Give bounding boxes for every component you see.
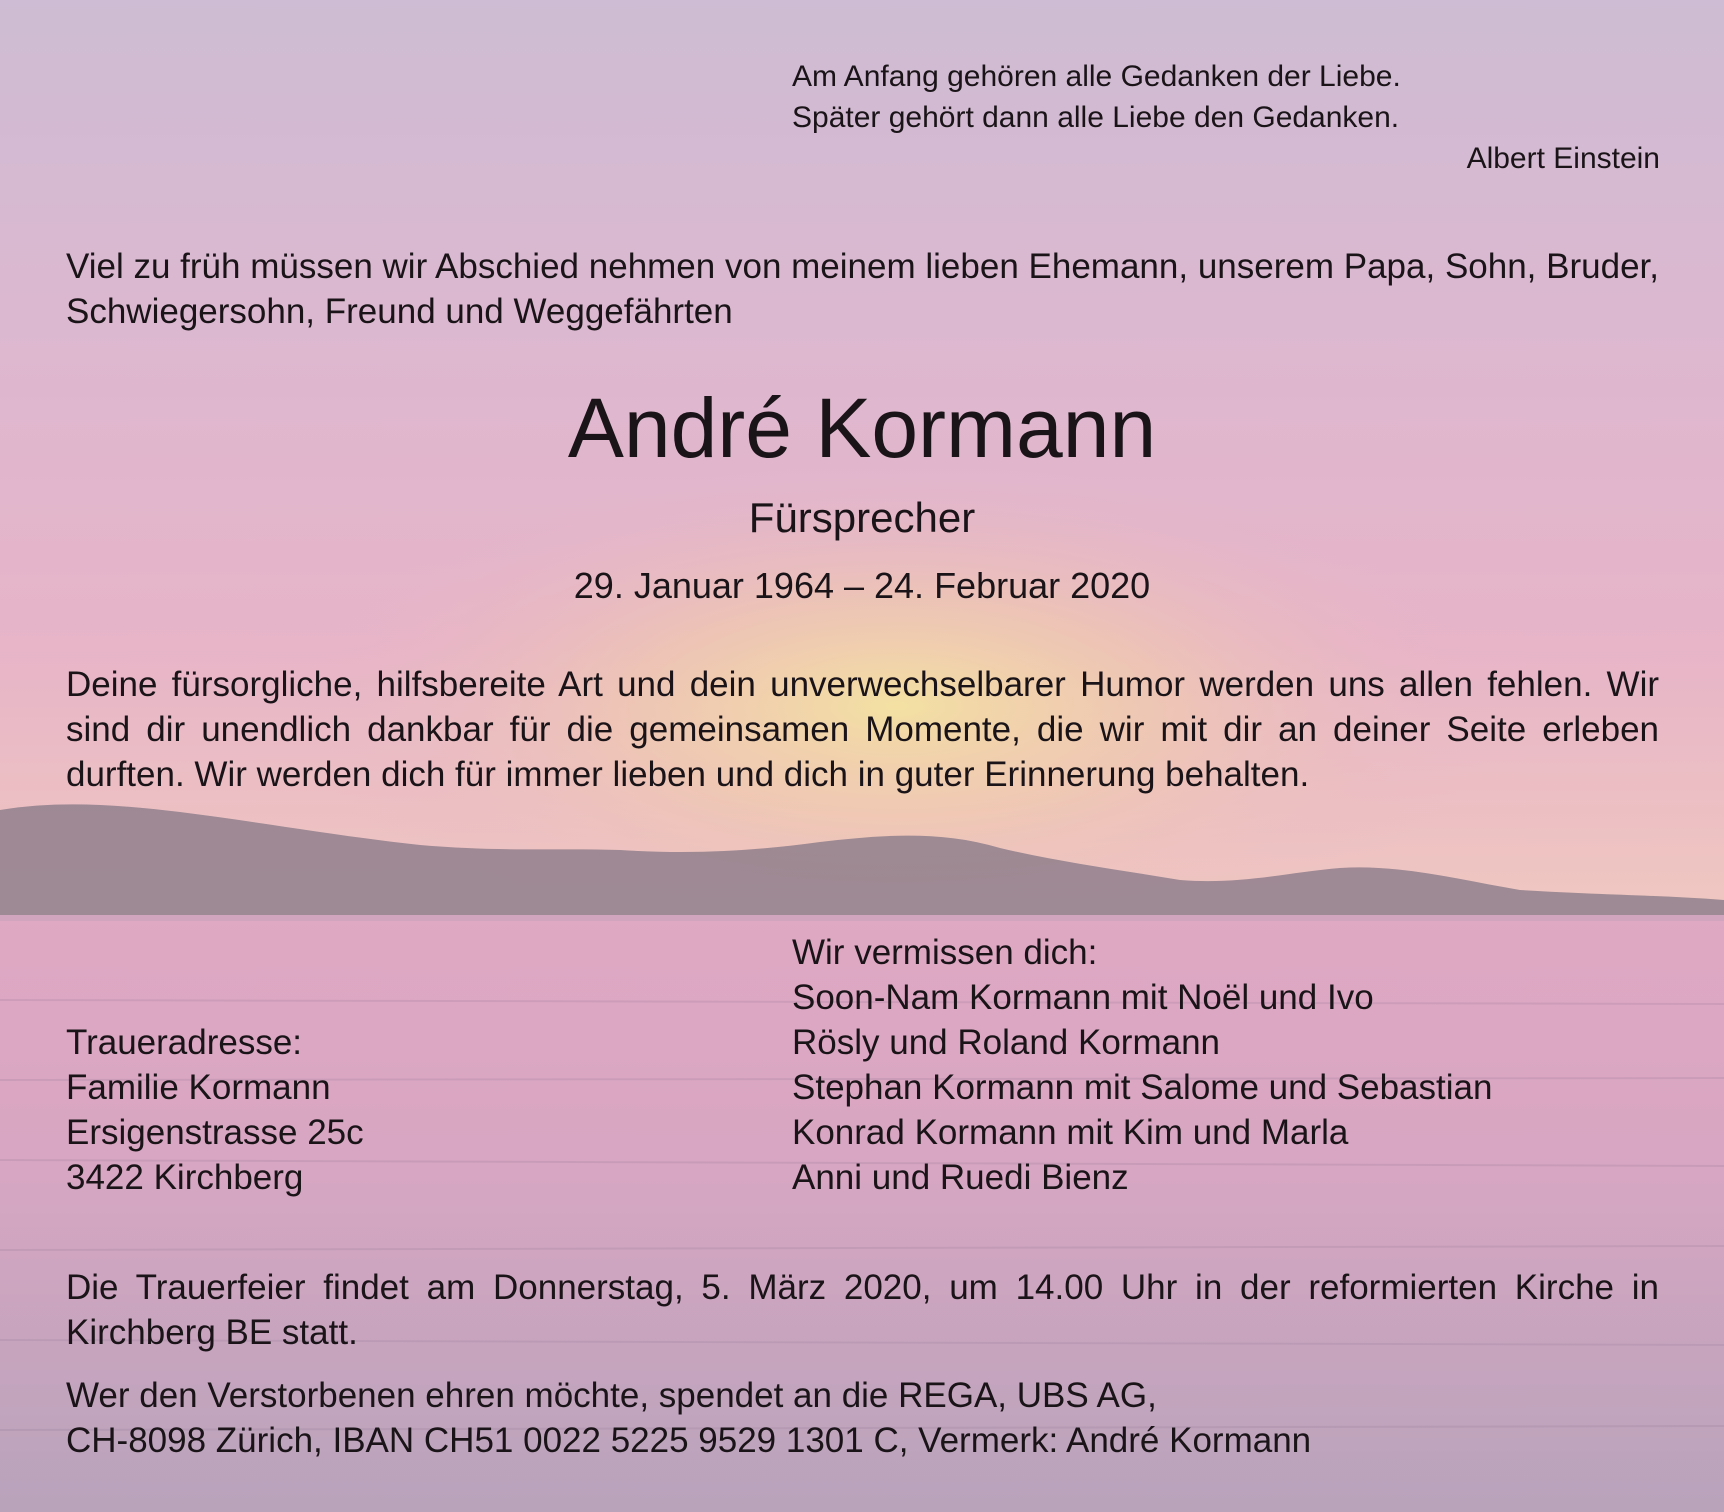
mourners-list: [792, 930, 1672, 1200]
mourning-address: [66, 1020, 766, 1200]
quote-line-2: Später gehört dann alle Liebe den Gedanken.: [792, 101, 1400, 134]
mourner-entry: Anni und Ruedi Bienz: [792, 1158, 1129, 1197]
mourner-entry: Soon-Nam Kormann mit Noël und Ivo: [792, 978, 1374, 1017]
life-dates: 29. Januar 1964 – 24. Februar 2020: [573, 565, 1151, 606]
funeral-notice: Die Trauerfeier findet am Donnerstag, 5. März 2020, um 14.00 Uhr in der reformierten Kirche in Kirchberg BE statt.: [66, 1268, 1659, 1352]
donation-line-1: Wer den Verstorbenen ehren möchte, spendet an die REGA, UBS AG,: [66, 1376, 1157, 1415]
address-line: Familie Kormann: [66, 1068, 331, 1107]
mourner-entry: Stephan Kormann mit Salome und Sebastian: [792, 1068, 1493, 1107]
address-line: Ersigenstrasse 25c: [66, 1113, 364, 1152]
donation-notice: [66, 1373, 1659, 1463]
mourner-entry: Rösly und Roland Kormann: [792, 1023, 1221, 1062]
tribute-text: Deine fürsorgliche, hilfsbereite Art und dein unverwechselbarer Humor werden uns allen fehlen. Wir sind dir unendlich dankbar für die gemeinsamen Momente, die wir mit dir an deiner Seite erleben durften. Wir werden dich für immer lieben und dich in guter Erinnerung behalten.: [66, 665, 1659, 794]
address-line: 3422 Kirchberg: [66, 1158, 304, 1197]
quote-line-1: Am Anfang gehören alle Gedanken der Liebe.: [792, 60, 1401, 93]
quote-author: Albert Einstein: [1466, 142, 1660, 175]
mourner-entry: Konrad Kormann mit Kim und Marla: [792, 1113, 1349, 1152]
donation-line-2: CH-8098 Zürich, IBAN CH51 0022 5225 9529 1301 C, Vermerk: André Kormann: [66, 1421, 1312, 1460]
address-heading: Traueradresse:: [66, 1023, 303, 1062]
quote-block: [792, 56, 1660, 179]
intro-text: Viel zu früh müssen wir Abschied nehmen von meinem lieben Ehemann, unserem Papa, Sohn, Bruder, Schwiegersohn, Freund und Weggefährten: [66, 247, 1659, 331]
mourners-heading: Wir vermissen dich:: [792, 933, 1098, 972]
deceased-name: André Kormann: [567, 381, 1157, 475]
deceased-title: Fürsprecher: [748, 494, 976, 541]
